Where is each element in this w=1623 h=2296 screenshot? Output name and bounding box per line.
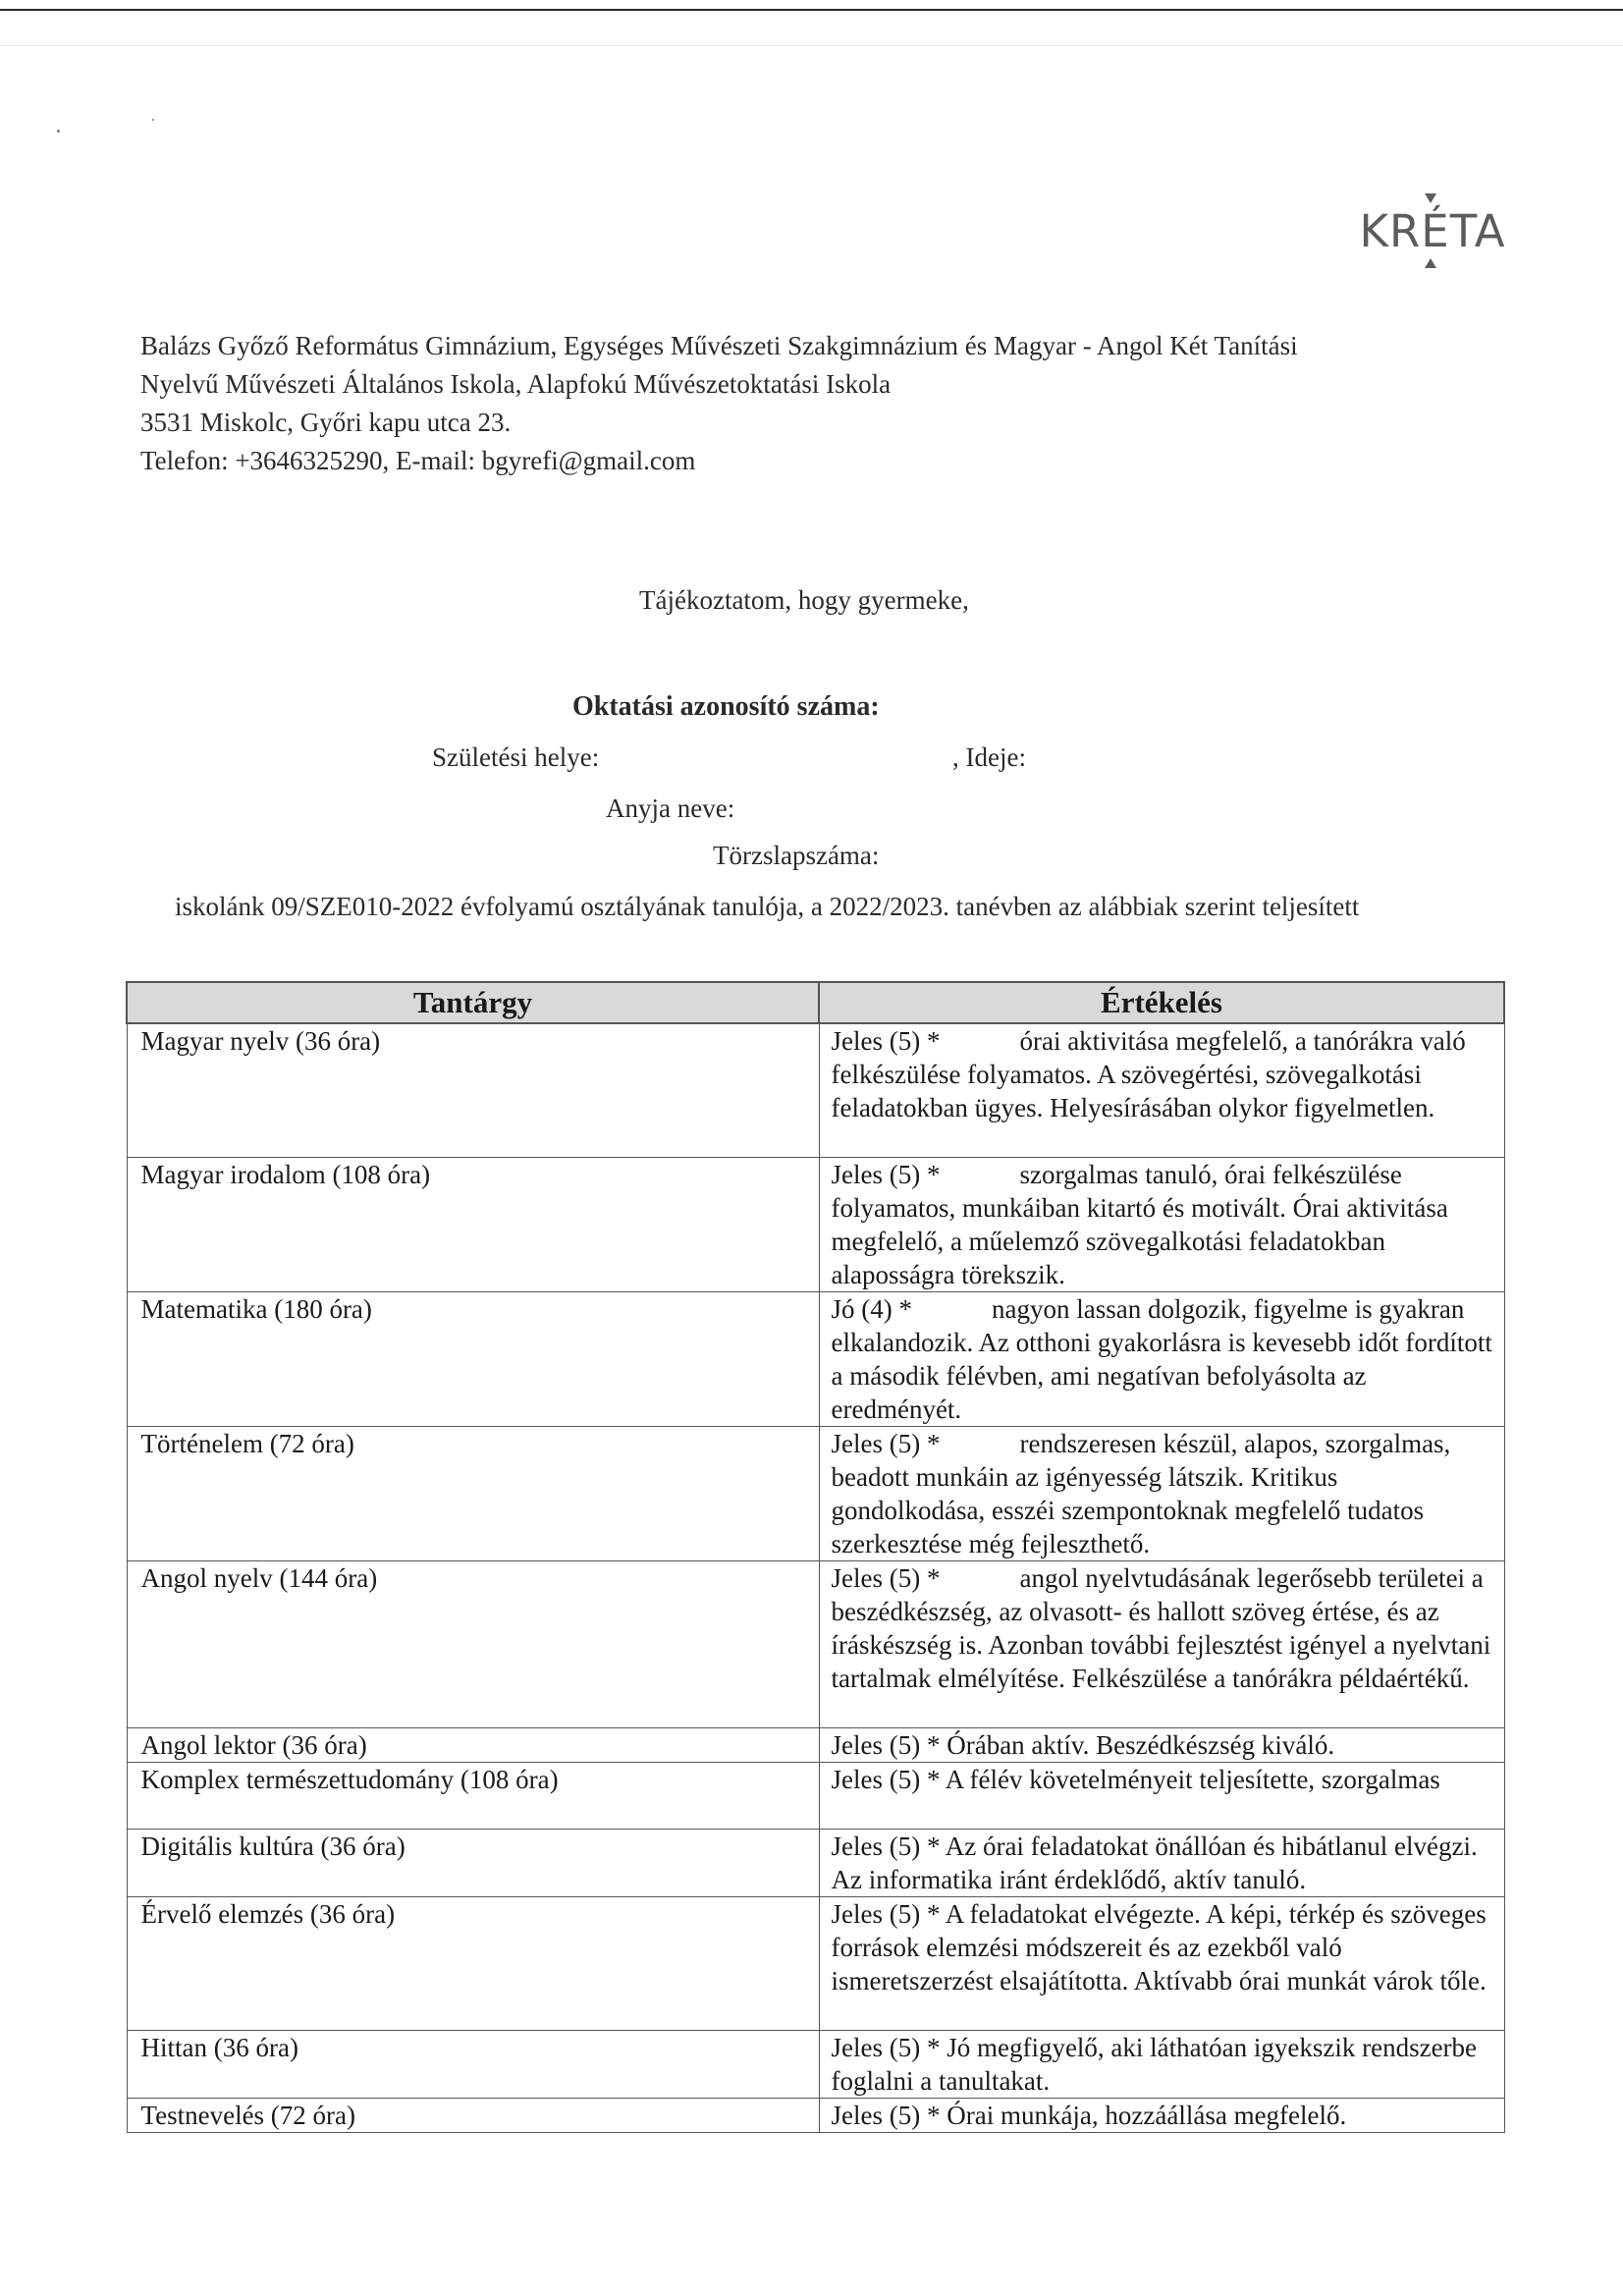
scan-faint-line bbox=[0, 45, 1623, 46]
evaluation-cell: Jeles (5) * Órai munkája, hozzáállása megfelelő. bbox=[819, 2098, 1504, 2132]
header-tantargy: Tantárgy bbox=[127, 982, 819, 1023]
evaluation-cell: Jeles (5) * Órában aktív. Beszédkészség kiváló. bbox=[819, 1727, 1504, 1762]
anyja-neve-label: Anyja neve: bbox=[606, 793, 735, 823]
subject-cell: Érvelő elemzés (36 óra) bbox=[127, 1896, 819, 2030]
table-header-row bbox=[127, 982, 1504, 1023]
table-row bbox=[127, 2030, 1504, 2098]
table-row bbox=[127, 1426, 1504, 1560]
evaluation-cell: Jeles (5) * A félév követelményeit teljesítette, szorgalmas bbox=[819, 1762, 1504, 1829]
evaluation-cell: Jeles (5) * Az órai feladatokat önállóan és hibátlanul elvégzi. Az informatika iránt érdeklődő, aktív tanuló. bbox=[819, 1829, 1504, 1896]
oktatasi-azonosito-label: Oktatási azonosító száma: bbox=[572, 691, 880, 722]
table-row bbox=[127, 1023, 1504, 1157]
table-row bbox=[127, 1560, 1504, 1727]
evaluation-cell: Jeles (5) * A feladatokat elvégezte. A képi, térkép és szöveges források elemzési módszereit és az ezekből való ismeretszerzést elsajátította. Aktívabb órai munkát várok tőle. bbox=[819, 1896, 1504, 2030]
subject-cell: Testnevelés (72 óra) bbox=[127, 2098, 819, 2132]
subject-cell: Magyar nyelv (36 óra) bbox=[127, 1023, 819, 1157]
table-row bbox=[127, 1762, 1504, 1829]
evaluation-cell: Jó (4) * nagyon lassan dolgozik, figyelme is gyakran elkalandozik. Az otthoni gyakorlásra is kevesebb időt fordított a második félévben, ami negatívan befolyásolta az eredményét. bbox=[819, 1291, 1504, 1426]
school-name-line-2: Nyelvű Művészeti Általános Iskola, Alapfokú Művészetoktatási Iskola bbox=[140, 369, 892, 399]
subject-cell: Angol nyelv (144 óra) bbox=[127, 1560, 819, 1727]
header-ertekeles: Értékelés bbox=[819, 982, 1504, 1023]
subject-cell: Angol lektor (36 óra) bbox=[127, 1727, 819, 1762]
subject-cell: Magyar irodalom (108 óra) bbox=[127, 1157, 819, 1291]
grades-table bbox=[126, 981, 1505, 2133]
kreta-logo bbox=[1353, 191, 1512, 276]
school-name-line-1: Balázs Győző Református Gimnázium, Egységes Művészeti Szakgimnázium és Magyar - Angol Két Tanítási bbox=[140, 331, 1298, 360]
school-contact: Telefon: +3646325290, E-mail: bgyrefi@gmail.com bbox=[140, 446, 696, 475]
table-row bbox=[127, 1896, 1504, 2030]
torzslapszam-label: Törzslapszáma: bbox=[713, 841, 880, 870]
subject-cell: Matematika (180 óra) bbox=[127, 1291, 819, 1426]
scan-edge-line bbox=[0, 9, 1623, 11]
evaluation-cell: Jeles (5) * angol nyelvtudásának legerősebb területei a beszédkészség, az olvasott- és hallott szöveg értése, és az íráskészség is. Azonban további fejlesztést igényel a nyelvtani tartalmak elmélyítése. Felkészülése a tanórákra példaértékű. bbox=[819, 1560, 1504, 1727]
evaluation-cell: Jeles (5) * órai aktivitása megfelelő, a tanórákra való felkészülése folyamatos. A szövegértési, szövegalkotási feladatokban ügyes. Helyesírásában olykor figyelmetlen. bbox=[819, 1023, 1504, 1157]
table-row bbox=[127, 1829, 1504, 1896]
table-row bbox=[127, 1727, 1504, 1762]
evaluation-cell: Jeles (5) * Jó megfigyelő, aki láthatóan igyekszik rendszerbe foglalni a tanultakat. bbox=[819, 2030, 1504, 2098]
szuletesi-ido-label: , Ideje: bbox=[952, 742, 1026, 772]
statement-text: iskolánk 09/SZE010-2022 évfolyamú osztályának tanulója, a 2022/2023. tanévben az alábbiak szerint teljesített bbox=[175, 892, 1360, 921]
evaluation-cell: Jeles (5) * rendszeresen készül, alapos, szorgalmas, beadott munkáin az igényesség látszik. Kritikus gondolkodása, esszéi szempontoknak megfelelő tudatos szerkesztése még fejleszthető. bbox=[819, 1426, 1504, 1560]
evaluation-cell: Jeles (5) * szorgalmas tanuló, órai felkészülése folyamatos, munkáiban kitartó és motivált. Órai aktivitása megfelelő, a műelemző szövegalkotási feladatokban alaposságra törekszik. bbox=[819, 1157, 1504, 1291]
scan-speck bbox=[57, 130, 60, 133]
subject-cell: Digitális kultúra (36 óra) bbox=[127, 1829, 819, 1896]
table-row bbox=[127, 1157, 1504, 1291]
table-row bbox=[127, 2098, 1504, 2132]
scan-speck bbox=[152, 119, 154, 121]
subject-cell: Hittan (36 óra) bbox=[127, 2030, 819, 2098]
school-address: 3531 Miskolc, Győri kapu utca 23. bbox=[140, 408, 512, 437]
subject-cell: Történelem (72 óra) bbox=[127, 1426, 819, 1560]
szuletesi-hely-label: Születési helye: bbox=[432, 742, 600, 772]
table-row bbox=[127, 1291, 1504, 1426]
intro-text: Tájékoztatom, hogy gyermeke, bbox=[639, 585, 969, 615]
school-header bbox=[140, 327, 1298, 480]
subject-cell: Komplex természettudomány (108 óra) bbox=[127, 1762, 819, 1829]
kreta-logo-text: KRÉTA bbox=[1359, 205, 1506, 257]
